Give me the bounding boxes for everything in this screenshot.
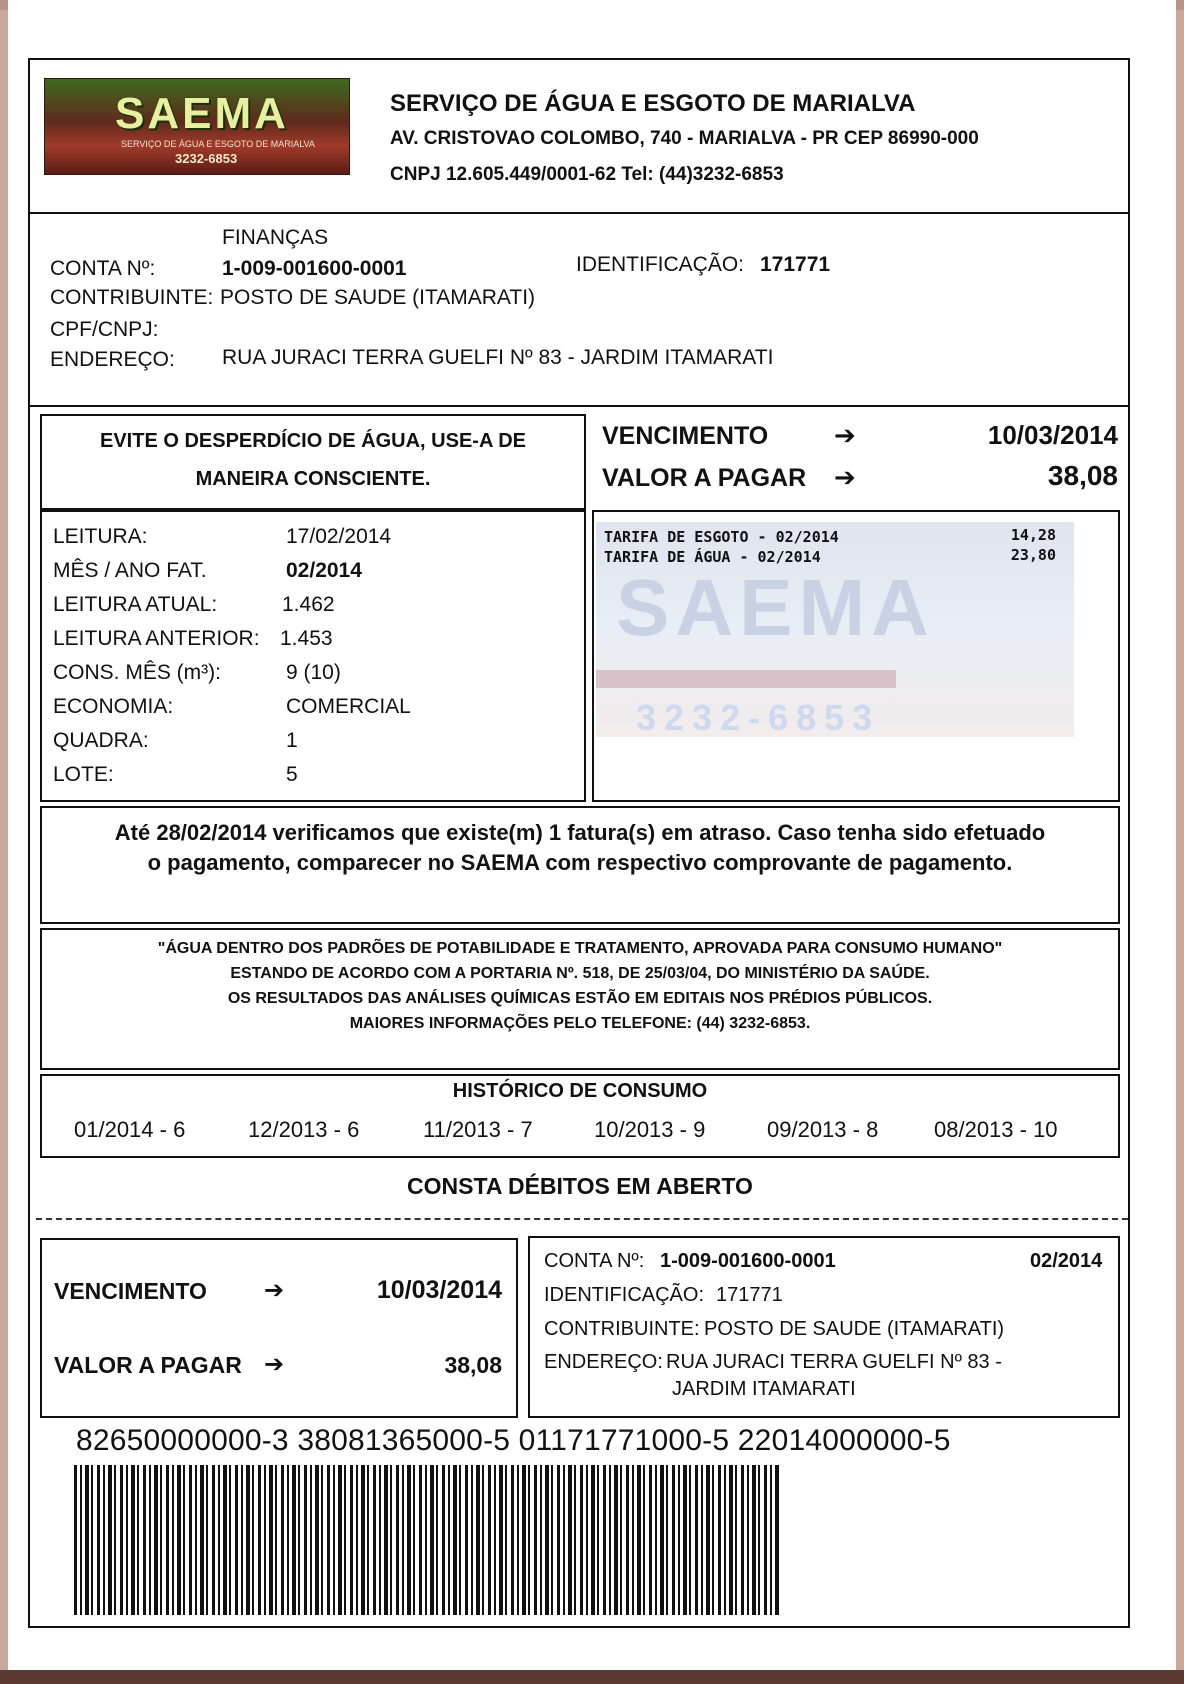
stub-valor-label: VALOR A PAGAR [54, 1352, 242, 1378]
barcode-number: 82650000000-3 38081365000-5 01171771000-5 22014000000-5 [76, 1424, 951, 1457]
cut-line [36, 1218, 1128, 1220]
history-item: 11/2013 - 7 [423, 1117, 533, 1142]
identificacao-label: IDENTIFICAÇÃO: [576, 253, 745, 276]
history-item: 01/2014 - 6 [74, 1117, 186, 1142]
stub-identificacao-value: 171771 [716, 1284, 783, 1306]
scan-edge-bottom [0, 1670, 1184, 1684]
quality-line1: "ÁGUA DENTRO DOS PADRÕES DE POTABILIDADE E TRATAMENTO, APROVADA PARA CONSUMO HUMANO" [157, 940, 1003, 957]
logo-phone: 3232-6853 [175, 151, 238, 166]
reading-label: MÊS / ANO FAT. [53, 559, 207, 582]
conta-label: CONTA Nº: [50, 257, 156, 280]
overdue-line2: o pagamento, comparecer no SAEMA com respectivo comprovante de pagamento. [147, 850, 1013, 875]
waste-notice-line2: MANEIRA CONSCIENTE. [195, 468, 431, 490]
stub-valor-value: 38,08 [444, 1352, 502, 1378]
account-divider [30, 405, 1128, 407]
reading-value: 1 [286, 729, 298, 752]
stub-valor-arrow: ➔ [264, 1351, 285, 1378]
history-item: 09/2013 - 8 [767, 1117, 879, 1142]
contribuinte-label: CONTRIBUINTE: [50, 286, 214, 309]
org-name: SERVIÇO DE ÁGUA E ESGOTO DE MARIALVA [390, 90, 916, 117]
endereco-label: ENDEREÇO: [50, 348, 175, 371]
reading-label: ECONOMIA: [53, 695, 174, 718]
tariff-label: TARIFA DE ÁGUA - 02/2014 [604, 548, 821, 566]
header-divider [30, 212, 1128, 214]
contribuinte-value: POSTO DE SAUDE (ITAMARATI) [220, 286, 536, 309]
saema-logo [44, 78, 350, 175]
vencimento-value: 10/03/2014 [987, 420, 1118, 450]
valor-value: 38,08 [1047, 460, 1118, 491]
reading-label: QUADRA: [53, 729, 149, 752]
stub-contribuinte-label: CONTRIBUINTE: [544, 1318, 700, 1340]
watermark-text: SAEMA [616, 563, 935, 652]
org-address: AV. CRISTOVAO COLOMBO, 740 - MARIALVA - PR CEP 86990-000 [390, 128, 979, 149]
stub-contribuinte-value: POSTO DE SAUDE (ITAMARATI) [704, 1318, 1005, 1340]
watermark-phone: 3232-6853 [636, 697, 881, 738]
valor-label: VALOR A PAGAR [602, 464, 807, 492]
overdue-line1: Até 28/02/2014 verificamos que existe(m) 1 fatura(s) em atraso. Caso tenha sido efetuado [114, 820, 1046, 845]
reading-value: 17/02/2014 [286, 525, 392, 548]
waste-notice-line1: EVITE O DESPERDÍCIO DE ÁGUA, USE-A DE [100, 430, 526, 452]
tariff-value: 23,80 [1010, 546, 1056, 564]
quality-line3: OS RESULTADOS DAS ANÁLISES QUÍMICAS ESTÃO EM EDITAIS NOS PRÉDIOS PÚBLICOS. [227, 990, 933, 1007]
stub-conta-label: CONTA Nº: [544, 1250, 645, 1272]
stub-endereco-value-1: RUA JURACI TERRA GUELFI Nº 83 - [666, 1351, 1002, 1373]
reading-value: COMERCIAL [286, 695, 411, 718]
debts-notice: CONSTA DÉBITOS EM ABERTO [407, 1173, 753, 1199]
tariff-value: 14,28 [1010, 526, 1056, 544]
endereco-value: RUA JURACI TERRA GUELFI Nº 83 - JARDIM ITAMARATI [222, 346, 774, 369]
stub-period: 02/2014 [1030, 1250, 1103, 1272]
waste-notice-box [40, 414, 586, 510]
reading-value: 5 [286, 763, 298, 786]
reading-box [40, 510, 586, 802]
stub-vencimento-value: 10/03/2014 [376, 1276, 502, 1304]
conta-value: 1-009-001600-0001 [222, 257, 407, 280]
reading-label: LEITURA: [53, 525, 148, 548]
stub-vencimento-label: VENCIMENTO [54, 1278, 207, 1304]
department: FINANÇAS [222, 226, 329, 249]
stub-due-box [40, 1238, 518, 1418]
reading-value: 9 (10) [286, 661, 341, 684]
reading-label: LEITURA ATUAL: [53, 593, 218, 616]
reading-label: LOTE: [53, 763, 114, 786]
history-title: HISTÓRICO DE CONSUMO [452, 1080, 708, 1102]
watermark-band [596, 670, 896, 688]
reading-value: 02/2014 [286, 559, 362, 582]
quality-line2: ESTANDO DE ACORDO COM A PORTARIA Nº. 518, DE 25/03/04, DO MINISTÉRIO DA SAÚDE. [230, 965, 930, 982]
logo-text: SAEMA [115, 89, 289, 138]
quality-line4: MAIORES INFORMAÇÕES PELO TELEFONE: (44) 3232-6853. [349, 1015, 811, 1032]
reading-value: 1.462 [282, 593, 335, 616]
vencimento-arrow: ➔ [834, 420, 856, 450]
stub-endereco-label: ENDEREÇO: [544, 1351, 663, 1373]
vencimento-label: VENCIMENTO [602, 422, 769, 450]
org-cnpj-tel: CNPJ 12.605.449/0001-62 Tel: (44)3232-6853 [390, 164, 784, 185]
reading-value: 1.453 [280, 627, 333, 650]
history-item: 12/2013 - 6 [248, 1117, 360, 1142]
stub-vencimento-arrow: ➔ [264, 1277, 285, 1304]
reading-label: CONS. MÊS (m³): [53, 661, 221, 684]
reading-label: LEITURA ANTERIOR: [53, 627, 260, 650]
history-item: 10/2013 - 9 [594, 1117, 706, 1142]
logo-subtext: SERVIÇO DE ÁGUA E ESGOTO DE MARIALVA [121, 139, 315, 149]
stub-conta-value: 1-009-001600-0001 [660, 1250, 836, 1272]
payment-barcode [74, 1465, 780, 1615]
valor-arrow: ➔ [834, 462, 856, 492]
identificacao-value: 171771 [760, 253, 831, 276]
stub-identificacao-label: IDENTIFICAÇÃO: [544, 1284, 705, 1306]
history-item: 08/2013 - 10 [934, 1117, 1058, 1142]
tariff-label: TARIFA DE ESGOTO - 02/2014 [604, 528, 839, 546]
cpf-label: CPF/CNPJ: [50, 318, 159, 341]
stub-endereco-value-2: JARDIM ITAMARATI [672, 1378, 856, 1400]
